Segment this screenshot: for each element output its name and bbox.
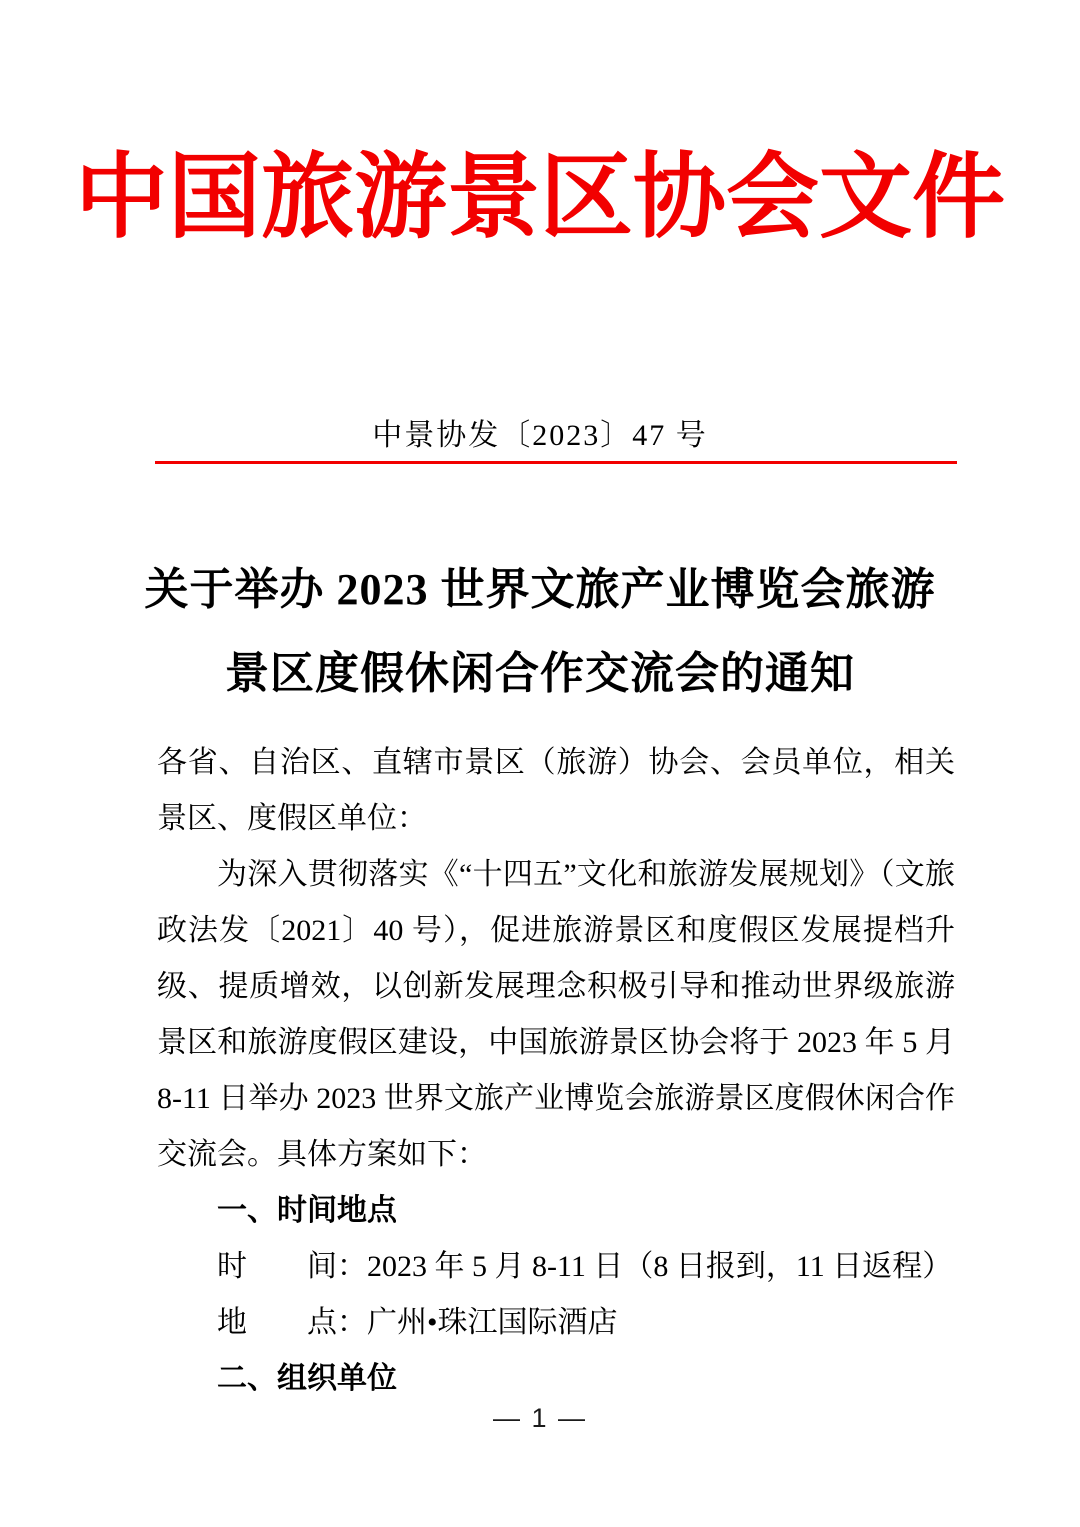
body-paragraph-1: 为深入贯彻落实《“十四五”文化和旅游发展规划》（文旅政法发〔2021〕40 号），促进旅游景区和度假区发展提档升级、提质增效，以创新发展理念积极引导和推动世界级旅游景区和旅游度假区建设，中国旅游景区协会将于 2023 年 5 月 8-11 日举办 2023 世界文旅产业博览会旅游景区度假休闲合作交流会。具体方案如下： [157,858,955,1171]
document-body [157,735,955,1407]
document-title-line-1: 关于举办 2023 世界文旅产业博览会旅游 [144,565,936,614]
document-title-line-2: 景区度假休闲合作交流会的通知 [225,649,855,698]
document-reference-number: 中景协发〔2023〕47 号 [372,419,708,452]
letterhead-org-name: 中国旅游景区协会文件 [75,147,1005,250]
salutation: 各省、自治区、直辖市景区（旅游）协会、会员单位，相关景区、度假区单位： [157,746,955,835]
section-heading-organizers: 二、组织单位 [217,1362,397,1395]
red-divider-line [155,461,957,464]
document-title [0,548,1080,716]
page-number: — 1 — [492,1403,588,1433]
section-heading-time-place: 一、时间地点 [217,1194,397,1227]
meeting-time-line: 时 间：2023 年 5 月 8-11 日（8 日报到，11 日返程） [217,1250,953,1283]
meeting-location-line: 地 点：广州•珠江国际酒店 [217,1306,618,1339]
